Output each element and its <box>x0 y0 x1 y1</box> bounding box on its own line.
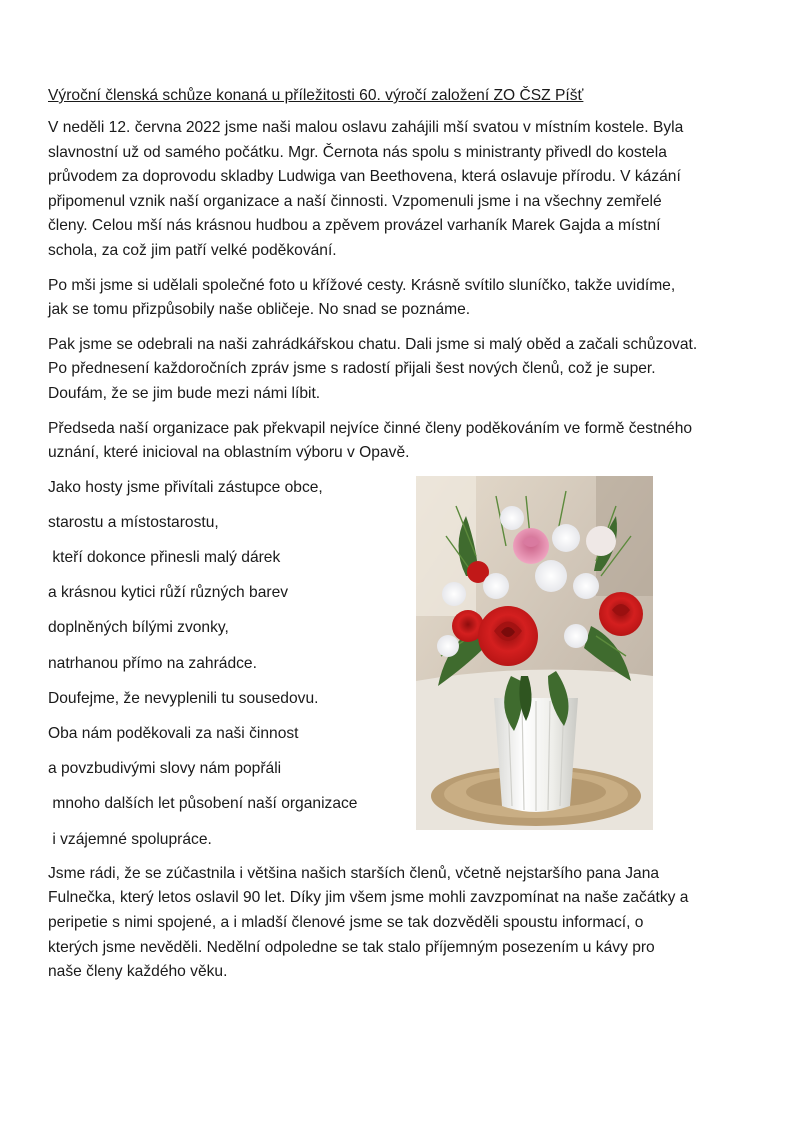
text-line: jak se tomu přizpůsobily naše obličeje. No snad se poznáme. <box>48 301 471 319</box>
text-line: doplněných bílými zvonky, <box>48 619 229 637</box>
text-line: Doufejme, že nevyplenili tu sousedovu. <box>48 689 319 707</box>
paragraph-1 <box>48 116 748 264</box>
text-line: Fulnečka, který letos oslavil 90 let. Díky jim všem jsme mohli zavzpomínat na naše začátky a <box>48 889 689 907</box>
text-line: slavnostní už od samého počátku. Mgr. Černota nás spolu s ministranty přivedl do kostela <box>48 143 667 161</box>
text-line: peripetie s nimi spojené, a i mladší členové jsme se tak dozvěděli spoustu informací, o <box>48 913 644 931</box>
text-line: Po mši jsme si udělali společné foto u křížové cesty. Krásně svítilo sluníčko, takže uvidíme, <box>48 276 676 294</box>
paragraph-2 <box>48 274 748 323</box>
paragraph-4 <box>48 417 748 466</box>
flower-bouquet-photo <box>416 476 653 830</box>
text-line: průvodem za doprovodu skladby Ludwiga van Beethovena, která oslavuje přírodu. V kázání <box>48 168 681 186</box>
document-page <box>48 84 748 995</box>
text-line: uznání, které inicioval na oblastním výboru v Opavě. <box>48 444 410 462</box>
text-line: Po přednesení každoročních zpráv jsme s radostí přijali šest nových členů, což je super. <box>48 360 656 378</box>
text-line: Oba nám poděkovali za naši činnost <box>48 725 299 743</box>
text-line: Jsme rádi, že se zúčastnila i většina našich starších členů, včetně nejstaršího pana Jana <box>48 864 660 882</box>
text-line: V neděli 12. června 2022 jsme naši malou oslavu zahájili mší svatou v místním kostele. Byla <box>48 119 684 136</box>
text-line: i vzájemné spolupráce. <box>48 830 212 848</box>
text-line: kteří dokonce přinesli malý dárek <box>48 549 281 567</box>
text-line: členy. Celou mší nás krásnou hudbou a zpěvem provázel varhaník Marek Gajda a místní <box>48 217 661 235</box>
image-text-section <box>48 476 748 854</box>
text-line: a krásnou kytici růží různých barev <box>48 584 289 602</box>
text-line: Předseda naší organizace pak překvapil nejvíce činné členy poděkováním ve formě čestného <box>48 419 693 437</box>
text-line: kterých jsme nevěděli. Nedělní odpoledne se tak stalo příjemným posezením u kávy pro <box>48 938 655 956</box>
flower-bouquet-icon <box>416 476 653 830</box>
paragraph-final <box>48 862 748 985</box>
text-line: mnoho dalších let působení naší organizace <box>48 795 358 813</box>
text-line: natrhanou přímo na zahrádce. <box>48 654 257 672</box>
text-line: Jako hosty jsme přivítali zástupce obce, <box>48 478 323 496</box>
text-line: Pak jsme se odebrali na naši zahrádkářskou chatu. Dali jsme si malý oběd a začali schůzovat. <box>48 335 698 353</box>
text-line: starostu a místostarostu, <box>48 513 219 531</box>
text-line: schola, za což jim patří velké poděkování. <box>48 241 337 259</box>
text-line: Doufám, že se jim bude mezi námi líbit. <box>48 384 321 402</box>
paragraph-3 <box>48 333 748 407</box>
text-line: a povzbudivými slovy nám popřáli <box>48 760 282 778</box>
text-line: připomenul vznik naší organizace a naší činnosti. Vzpomenuli jsme i na všechny zemřelé <box>48 192 662 210</box>
document-title: Výroční členská schůze konaná u příležitosti 60. výročí založení ZO ČSZ Píšť <box>48 87 584 104</box>
text-line: naše členy každého věku. <box>48 963 228 981</box>
